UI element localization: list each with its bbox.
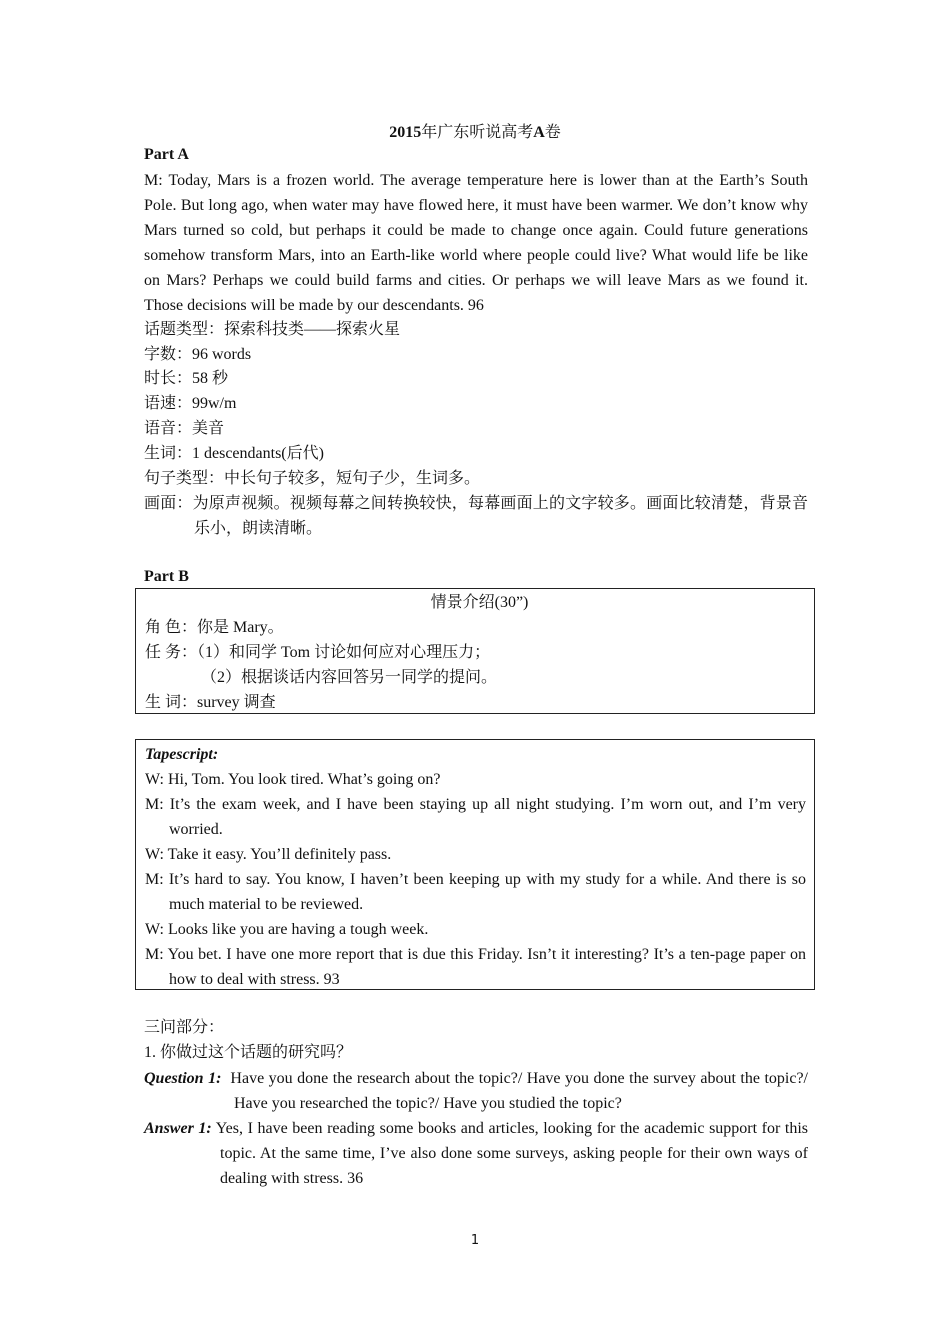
info-speed: 语速：99w/m [144, 395, 237, 413]
part-a-section [144, 143, 808, 541]
info-duration: 时长：58 秒 [144, 370, 229, 388]
part-a-heading: Part A [144, 146, 189, 163]
dialogue-line: M: You bet. I have one more report that is due this Friday. Isn’t it interesting? It’s a ten-page paper on how to deal with stress. 93 [145, 946, 806, 988]
page-title [0, 119, 950, 142]
question-1-cn: 1. 你做过这个话题的研究吗？ [144, 1043, 353, 1061]
dialogue-line: W: Hi, Tom. You look tired. What’s going on? [145, 771, 441, 788]
info-screen [144, 491, 808, 541]
part-b-heading: Part B [144, 568, 189, 585]
three-questions-section [144, 1016, 808, 1191]
title-tail: 卷 [544, 124, 561, 141]
info-sentence-type: 句子类型：中长句子较多，短句子少，生词多。 [144, 469, 481, 487]
question-1-text: Have you done the research about the topic?/ Have you done the survey about the topic?/ Have you researched the topic?/ Have you studied the topic? [230, 1069, 808, 1112]
part-b-heading-wrap [144, 565, 808, 590]
answer-1 [144, 1116, 808, 1191]
dialogue-line: W: Looks like you are having a tough week. [145, 921, 429, 938]
three-questions-heading: 三问部分： [144, 1019, 225, 1036]
answer-1-label: Answer 1: [144, 1119, 212, 1137]
info-wordcount: 字数：96 words [144, 345, 252, 363]
dialogue-line: M: It’s the exam week, and I have been staying up all night studying. I’m worn out, and I’m very worried. [145, 796, 806, 838]
page-number: 1 [470, 1233, 480, 1248]
scenario-box [135, 588, 815, 714]
question-1 [144, 1066, 808, 1116]
screen-label: 画面： [144, 495, 193, 513]
scenario-title: 情景介绍(30”) [430, 594, 529, 611]
title-letter: A [533, 124, 545, 141]
title-year: 2015 [389, 124, 422, 141]
part-a-passage: M: Today, Mars is a frozen world. The average temperature here is lower than at the Earth’s South Pole. But long ago, when water may have flowed here, it must have been warmer. We don’t know why Mars turned so cold, but perhaps it could be made to change once again. Could future generations somehow transform Mars, into an Earth-like world where people could live? What would life be like on Mars? Perhaps we could build farms and cities. Or perhaps we will leave Mars as we found it. Those decisions will be made by our descendants. 96 [144, 171, 808, 314]
dialogue-line: M: It’s hard to say. You know, I haven’t been keeping up with my study for a while. And there is so much material to be reviewed. [145, 871, 806, 913]
info-accent: 语音：美音 [144, 419, 225, 437]
tapescript-box [135, 739, 815, 990]
info-vocab: 生词：1 descendants(后代) [144, 444, 324, 462]
scenario-task-2: （2）根据谈话内容回答另一同学的提问。 [201, 669, 498, 686]
scenario-vocab: 生 词：survey 调查 [145, 694, 276, 711]
screen-text: 为原声视频。视频每幕之间转换较快，每幕画面上的文字较多。画面比较清楚，背景音乐小，朗读清晰。 [192, 495, 808, 538]
answer-1-text: Yes, I have been reading some books and articles, looking for the academic support for this topic. At the same time, I’ve also done some surveys, asking people for their own ways of dealing with stress. 36 [215, 1119, 809, 1187]
scenario-role: 角 色：你是 Mary。 [145, 619, 284, 636]
info-topic: 话题类型：探索科技类——探索火星 [144, 320, 401, 338]
title-text: 年广东听说高考 [421, 124, 534, 141]
dialogue-line: W: Take it easy. You’ll definitely pass. [145, 846, 392, 863]
question-1-label: Question 1: [144, 1069, 222, 1087]
tapescript-heading: Tapescript: [145, 746, 219, 763]
scenario-task-1: 任 务：（1）和同学 Tom 讨论如何应对心理压力； [145, 644, 491, 661]
